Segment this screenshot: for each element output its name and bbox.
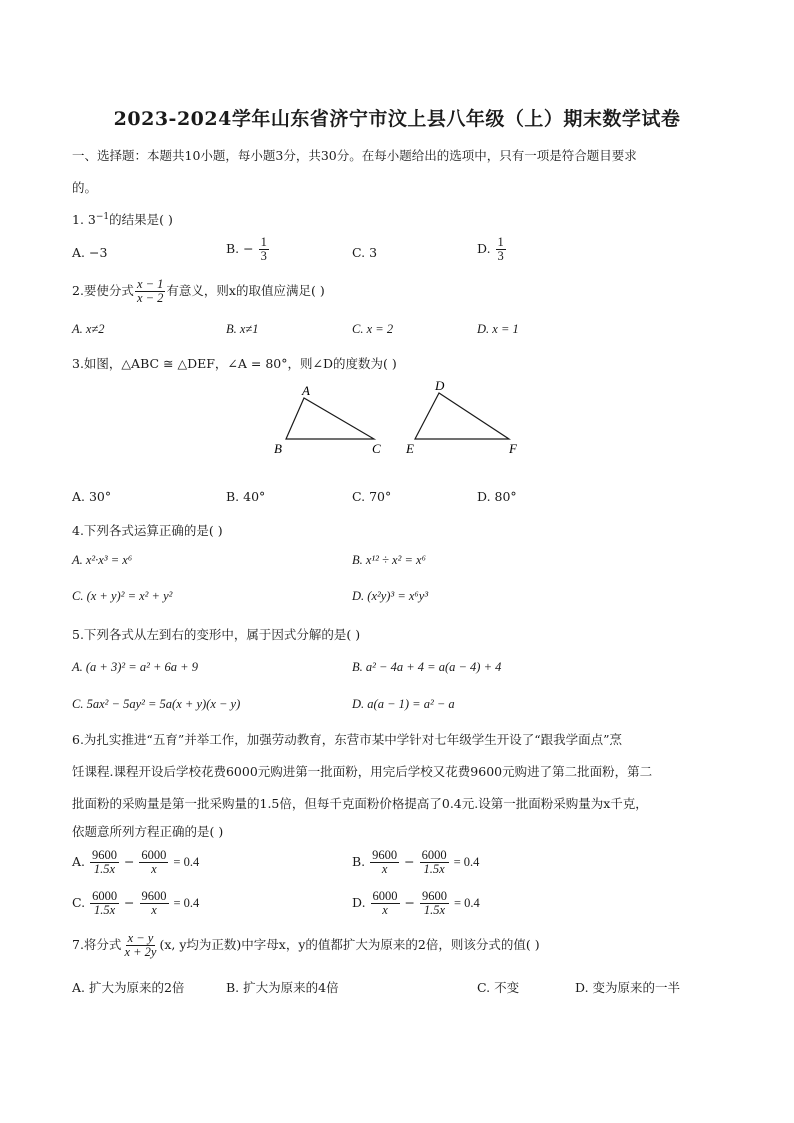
q6-c-n1: 6000 [92,889,118,903]
q6-c-fraction-1 [90,890,119,917]
question-5-stem: 5.下列各式从左到右的变形中，属于因式分解的是( ) [72,627,361,642]
q6-b-rhs: = 0.4 [453,855,480,870]
q6-option-d: D. $\frac{6000}{x}$ − $\frac{9600}{1.5x}$ = 0.4 [352,889,480,918]
q6-c-d1: 1.5x [93,903,116,918]
q3-option-a: A. 30° [72,489,112,504]
q6-c-fraction-2 [140,890,169,917]
page-title: 2023-2024学年山东省济宁市汶上县八年级（上）期末数学试卷 [113,108,681,130]
q1-exponent: −1 [95,212,110,222]
q2-fraction [135,278,165,305]
label-b: B [274,441,282,456]
q1-option-b-fraction [259,236,269,263]
q6-a-fraction-1 [90,849,119,876]
section-instructions-line1: 一、选择题：本题共10小题，每小题3分，共30分。在每小题给出的选项中，只有一项是符合题目要求 [72,148,637,163]
q4-option-c: C. (x + y)² = x² + y² [72,589,173,603]
q6-c-n2: 9600 [141,889,167,903]
q6-d-label: D. [352,895,366,911]
q1-option-d-fraction [496,236,506,263]
question-3-stem: 3.如图，△ABC ≅ △DEF，∠A = 80°，则∠D的度数为( ) [72,356,397,371]
q6-b-n1: 9600 [372,848,398,862]
q2-option-d: D. x = 1 [477,322,519,336]
q4-option-d: D. (x²y)³ = x⁶y³ [352,589,429,603]
q7-stem-post: (x, y均为正数)中字母x，y的值都扩大为原来的2倍，则该分式的值( ) [159,937,540,953]
q1-option-c: C. 3 [352,245,378,260]
question-7-stem [72,932,540,959]
q5-option-b: B. a² − 4a + 4 = a(a − 4) + 4 [352,660,502,674]
q1-stem-post: 的结果是( ) [109,212,173,227]
q2-stem-pre: 2.要使分式 [72,283,134,299]
label-a: A [302,383,310,398]
q4-option-a: A. x²·x³ = x⁶ [72,553,133,567]
q1-option-d [477,236,507,263]
q1-option-b-label: B. − [226,241,254,257]
q6-option-c: C. $\frac{6000}{1.5x}$ − $\frac{9600}{x}$ = 0.4 [72,889,200,918]
question-6-line2: 饪课程.课程开设后学校花费6000元购进第一批面粉，用完后学校又花费9600元购进了第二批面粉，第二 [72,764,653,779]
q1-option-a: A. −3 [72,245,108,260]
q3-option-c: C. 70° [352,489,392,504]
q6-a-fraction-2 [139,849,168,876]
q6-d-fraction-2 [420,890,449,917]
q1-option-b [226,236,270,263]
q2-denominator: x − 2 [136,291,164,306]
q6-d-d2: 1.5x [423,903,446,918]
q6-d-n1: 6000 [372,889,398,903]
triangles-figure [268,378,528,460]
question-2-stem [72,278,325,305]
q1-option-d-label: D. [477,241,491,257]
q7-option-b: B. 扩大为原来的4倍 [226,980,339,995]
q6-option-a: A. $\frac{9600}{1.5x}$ − $\frac{6000}{x}$ = 0.4 [72,848,200,877]
q7-option-c: C. 不变 [477,980,520,995]
q1-b-denominator: 3 [260,249,267,264]
q7-stem-pre: 7.将分式 [72,937,122,953]
q6-c-label: C. [72,895,86,911]
q2-stem-post: 有意义，则x的取值应满足( ) [166,283,325,299]
q6-b-fraction-1 [370,849,399,876]
q3-option-d: D. 80° [477,489,517,504]
triangle-abc [286,398,374,439]
q5-option-a: A. (a + 3)² = a² + 6a + 9 [72,660,198,674]
q6-a-d2: x [151,862,157,877]
q6-d-fraction-1 [371,890,400,917]
q6-b-fraction-2 [420,849,449,876]
q6-b-d1: x [381,862,388,877]
q7-numerator: x − y [127,931,154,945]
q2-option-c: C. x = 2 [352,322,394,336]
q4-option-b: B. x¹² ÷ x² = x⁶ [352,553,426,567]
q6-b-n2: 6000 [421,848,447,862]
q3-option-b: B. 40° [226,489,266,504]
q7-denominator: x + 2y [124,945,157,960]
q6-b-label: B. [352,854,366,870]
q6-d-d1: x [382,903,388,918]
q6-option-b: B. $\frac{9600}{x}$ − $\frac{6000}{1.5x}$ = 0.4 [352,848,480,877]
q5-option-c: C. 5ax² − 5ay² = 5a(x + y)(x − y) [72,697,241,711]
label-c: C [372,441,381,456]
q5-option-d: D. a(a − 1) = a² − a [352,697,455,711]
q1-d-numerator: 1 [497,235,504,249]
q1-stem-pre: 1. 3 [72,212,96,227]
question-6-line3: 批面粉的采购量是第一批采购量的1.5倍，但每千克面粉价格提高了0.4元.设第一批面粉采购量为x千克， [72,796,648,811]
label-f: F [509,441,517,456]
q7-fraction [122,932,158,959]
q6-a-rhs: = 0.4 [173,855,200,870]
question-6-line1: 6.为扎实推进“五育”并举工作，加强劳动教育，东营市某中学针对七年级学生开设了“跟我学面点”烹 [72,732,622,747]
q6-c-rhs: = 0.4 [173,896,200,911]
q7-option-a: A. 扩大为原来的2倍 [72,980,185,995]
q2-option-a: A. x≠2 [72,322,105,336]
label-d: D [435,378,445,393]
q1-d-denominator: 3 [497,249,504,264]
q6-d-n2: 9600 [421,889,447,903]
q6-b-d2: 1.5x [423,862,445,877]
question-4-stem: 4.下列各式运算正确的是( ) [72,523,223,538]
triangle-def [415,393,509,439]
q7-option-d: D. 变为原来的一半 [575,980,681,995]
question-6-line4: 依题意所列方程正确的是( ) [72,824,224,839]
q6-c-d2: x [151,903,157,918]
question-1-stem [72,210,173,228]
q6-d-rhs: = 0.4 [453,896,480,911]
q2-numerator: x − 1 [136,277,164,291]
q6-a-n1: 9600 [92,848,117,862]
q2-option-b: B. x≠1 [226,322,259,336]
q1-b-numerator: 1 [260,235,267,249]
section-instructions-line2: 的。 [72,180,98,195]
q6-a-label: A. [72,854,86,870]
q6-a-d1: 1.5x [93,862,116,877]
q6-a-n2: 6000 [141,848,167,862]
label-e: E [406,441,414,456]
